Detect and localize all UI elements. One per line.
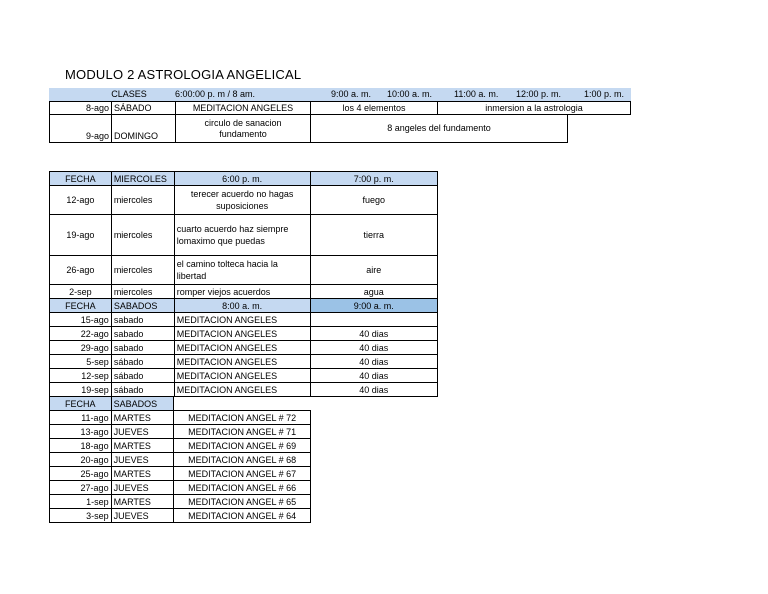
med-date: 3-sep	[50, 509, 112, 523]
header-12pm: 12:00 p. m.	[516, 89, 562, 99]
table-row	[50, 341, 438, 355]
sat-day: sábado	[111, 383, 174, 397]
med-topic: MEDITACION ANGEL # 65	[174, 495, 311, 509]
sat-day: sábado	[111, 369, 174, 383]
sat-header-fecha: FECHA	[50, 299, 112, 313]
sat-date: 5-sep	[50, 355, 112, 369]
med-topic: MEDITACION ANGEL # 72	[174, 411, 311, 425]
wed-date: 2-sep	[50, 285, 112, 299]
sat-day: sabado	[111, 341, 174, 355]
med-topic: MEDITACION ANGEL # 64	[174, 509, 311, 523]
wednesday-saturday-table	[49, 171, 438, 397]
sat-date: 12-sep	[50, 369, 112, 383]
med-date: 18-ago	[50, 439, 112, 453]
table-row	[50, 327, 438, 341]
med-day: MARTES	[111, 495, 174, 509]
sat-header-8am: 8:00 a. m.	[174, 299, 310, 313]
wed-element: fuego	[310, 186, 437, 215]
med-date: 11-ago	[50, 411, 112, 425]
top-row1-evening: MEDITACION ANGELES	[175, 101, 311, 115]
sat-topic: MEDITACION ANGELES	[174, 383, 310, 397]
top-row2-date: 9-ago	[49, 115, 111, 143]
top-row2-circulo: circulo de sanacion fundamento	[175, 115, 311, 143]
med-topic: MEDITACION ANGEL # 67	[174, 467, 311, 481]
wed-topic: romper viejos acuerdos	[174, 285, 310, 299]
wed-day: miercoles	[111, 186, 174, 215]
sat-day: sabado	[111, 327, 174, 341]
med-topic: MEDITACION ANGEL # 69	[174, 439, 311, 453]
med-date: 27-ago	[50, 481, 112, 495]
sat-extra: 40 dias	[310, 355, 437, 369]
table-row	[50, 383, 438, 397]
header-10am: 10:00 a. m.	[387, 89, 433, 99]
header-clases: CLASES	[111, 89, 147, 99]
med-header-empty	[174, 397, 311, 411]
med-date: 13-ago	[50, 425, 112, 439]
table-row	[50, 313, 438, 327]
med-day: JUEVES	[111, 481, 174, 495]
table-row	[50, 425, 311, 439]
med-day: MARTES	[111, 439, 174, 453]
wed-day: miercoles	[111, 215, 174, 256]
sat-header-row	[50, 299, 438, 313]
page-title: MODULO 2 ASTROLOGIA ANGELICAL	[65, 67, 302, 82]
sat-extra: 40 dias	[310, 369, 437, 383]
wed-header-7pm: 7:00 p. m.	[310, 172, 437, 186]
table-row	[50, 215, 438, 256]
wed-date: 26-ago	[50, 256, 112, 285]
table-row	[50, 369, 438, 383]
med-date: 1-sep	[50, 495, 112, 509]
sat-date: 29-ago	[50, 341, 112, 355]
sat-day: sábado	[111, 355, 174, 369]
sat-topic: MEDITACION ANGELES	[174, 355, 310, 369]
table-row	[50, 453, 311, 467]
sat-topic: MEDITACION ANGELES	[174, 369, 310, 383]
med-day: JUEVES	[111, 509, 174, 523]
table-row	[50, 481, 311, 495]
wed-element: agua	[310, 285, 437, 299]
sat-day: sabado	[111, 313, 174, 327]
med-topic: MEDITACION ANGEL # 68	[174, 453, 311, 467]
wed-header-fecha: FECHA	[50, 172, 112, 186]
header-evening-time: 6:00:00 p. m / 8 am.	[175, 89, 256, 99]
sat-topic: MEDITACION ANGELES	[174, 313, 310, 327]
top-row1-day: SÁBADO	[111, 101, 175, 115]
table-row	[50, 285, 438, 299]
wed-element: aire	[310, 256, 437, 285]
wed-topic: el camino tolteca hacia la libertad	[174, 256, 310, 285]
wed-date: 19-ago	[50, 215, 112, 256]
table-row	[50, 439, 311, 453]
table-row	[50, 509, 311, 523]
wed-element: tierra	[310, 215, 437, 256]
wed-header-day: MIERCOLES	[111, 172, 174, 186]
sat-extra: 40 dias	[310, 341, 437, 355]
wed-topic: cuarto acuerdo haz siempre lomaximo que puedas	[174, 215, 310, 256]
top-row1-date: 8-ago	[49, 101, 111, 115]
table-row	[50, 467, 311, 481]
med-header-day: SABADOS	[111, 397, 174, 411]
med-header-row	[50, 397, 311, 411]
med-day: JUEVES	[111, 425, 174, 439]
top-row1-inmersion: inmersion a la astrologia	[438, 101, 631, 115]
sat-extra: 40 dias	[310, 383, 437, 397]
wed-date: 12-ago	[50, 186, 112, 215]
sat-date: 19-sep	[50, 383, 112, 397]
table-row	[50, 411, 311, 425]
wed-header-6pm: 6:00 p. m.	[174, 172, 310, 186]
table-row	[50, 256, 438, 285]
med-day: MARTES	[111, 467, 174, 481]
wed-day: miercoles	[111, 285, 174, 299]
table-row	[50, 186, 438, 215]
top-row2-day: DOMINGO	[111, 115, 175, 143]
sat-extra	[310, 313, 437, 327]
wed-topic: terecer acuerdo no hagas suposiciones	[174, 186, 310, 215]
table-row	[50, 495, 311, 509]
sat-date: 22-ago	[50, 327, 112, 341]
med-date: 20-ago	[50, 453, 112, 467]
sat-topic: MEDITACION ANGELES	[174, 341, 310, 355]
table-row	[50, 355, 438, 369]
med-header-fecha: FECHA	[50, 397, 112, 411]
med-topic: MEDITACION ANGEL # 66	[174, 481, 311, 495]
sat-extra: 40 dias	[310, 327, 437, 341]
wed-header-row	[50, 172, 438, 186]
top-row1-elementos: los 4 elementos	[311, 101, 438, 115]
top-row2-angeles: 8 angeles del fundamento	[311, 115, 568, 143]
med-day: MARTES	[111, 411, 174, 425]
sat-date: 15-ago	[50, 313, 112, 327]
med-topic: MEDITACION ANGEL # 71	[174, 425, 311, 439]
meditation-table	[49, 396, 311, 523]
sat-header-9am: 9:00 a. m.	[310, 299, 437, 313]
header-11am: 11:00 a. m.	[454, 89, 499, 99]
sat-header-day: SABADOS	[111, 299, 174, 313]
sat-topic: MEDITACION ANGELES	[174, 327, 310, 341]
med-date: 25-ago	[50, 467, 112, 481]
header-9am: 9:00 a. m.	[331, 89, 372, 99]
med-day: JUEVES	[111, 453, 174, 467]
wed-day: miercoles	[111, 256, 174, 285]
header-1pm: 1:00 p. m.	[584, 89, 625, 99]
